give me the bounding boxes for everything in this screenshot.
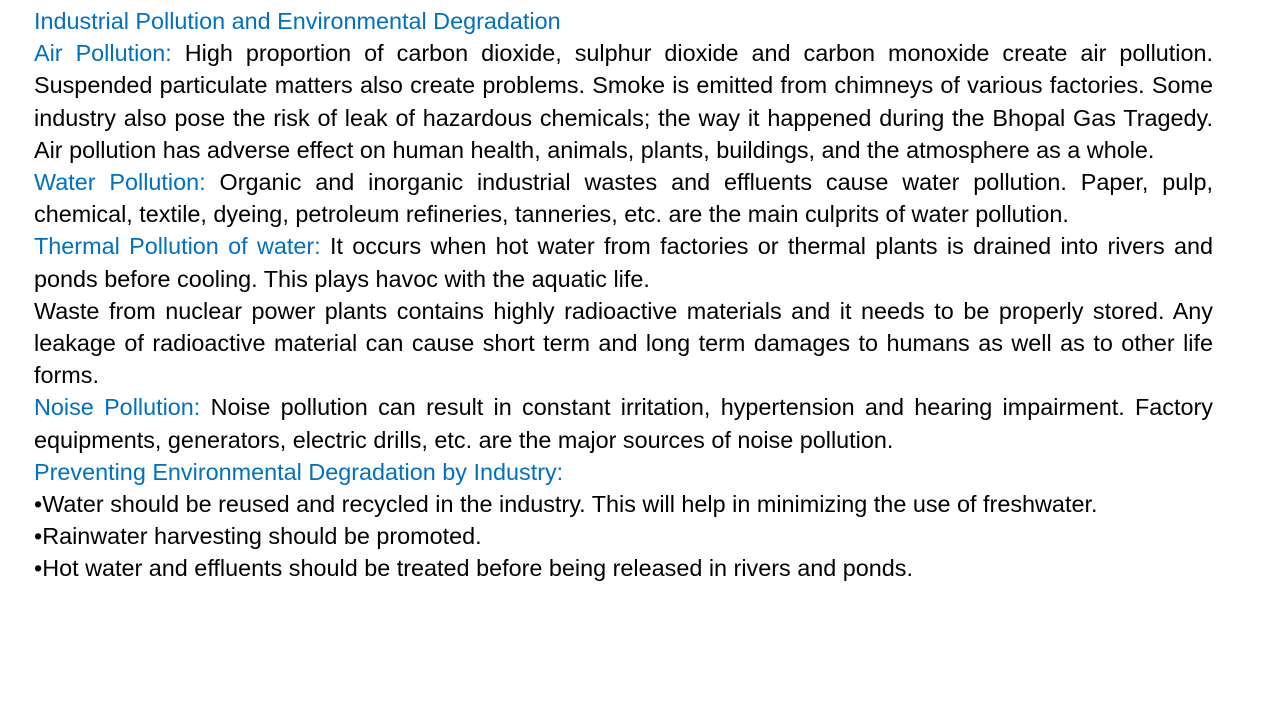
air-pollution-text: High proportion of carbon dioxide, sulphur dioxide and carbon monoxide create air pollution. Suspended particulate matters also create problems. Smoke is emitted from chimneys of various factories. Some industry also pose the risk of leak of hazardous chemicals; the way it happened during the Bhopal Gas Tragedy. Air pollution has adverse effect on human health, animals, plants, buildings, and the atmosphere as a whole.	[34, 40, 1213, 163]
prevention-bullet: •Hot water and effluents should be treated before being released in rivers and ponds.	[34, 555, 913, 582]
prevention-heading: Preventing Environmental Degradation by Industry:	[34, 458, 564, 485]
noise-pollution-text: Noise pollution can result in constant irritation, hypertension and hearing impairment. Factory equipments, generators, electric drills, etc. are the major sources of noise pollution.	[34, 394, 1213, 453]
prevention-bullet: •Rainwater harvesting should be promoted.	[34, 523, 482, 550]
nuclear-waste-paragraph: Waste from nuclear power plants contains highly radioactive materials and it needs to be properly stored. Any leakage of radioactive material can cause short term and long term damages to humans as well as to other life forms.	[34, 297, 1213, 389]
air-pollution-paragraph	[34, 37, 1213, 166]
thermal-pollution-paragraph	[34, 230, 1213, 294]
prevention-bullet: •Water should be reused and recycled in the industry. This will help in minimizing the use of freshwater.	[34, 491, 1098, 518]
water-pollution-paragraph	[34, 166, 1213, 230]
slide-content	[34, 5, 1213, 585]
noise-pollution-label: Noise Pollution:	[34, 394, 201, 421]
thermal-pollution-text: It occurs when hot water from factories or thermal plants is drained into rivers and ponds before cooling. This plays havoc with the aquatic life.	[34, 233, 1213, 292]
water-pollution-label: Water Pollution:	[34, 169, 206, 196]
air-pollution-label: Air Pollution:	[34, 40, 172, 67]
noise-pollution-paragraph	[34, 391, 1213, 455]
water-pollution-text: Organic and inorganic industrial wastes and effluents cause water pollution. Paper, pulp, chemical, textile, dyeing, petroleum refineries, tanneries, etc. are the main culprits of water pollution.	[34, 169, 1213, 228]
thermal-pollution-label: Thermal Pollution of water:	[34, 233, 321, 260]
slide-title: Industrial Pollution and Environmental Degradation	[34, 8, 561, 34]
